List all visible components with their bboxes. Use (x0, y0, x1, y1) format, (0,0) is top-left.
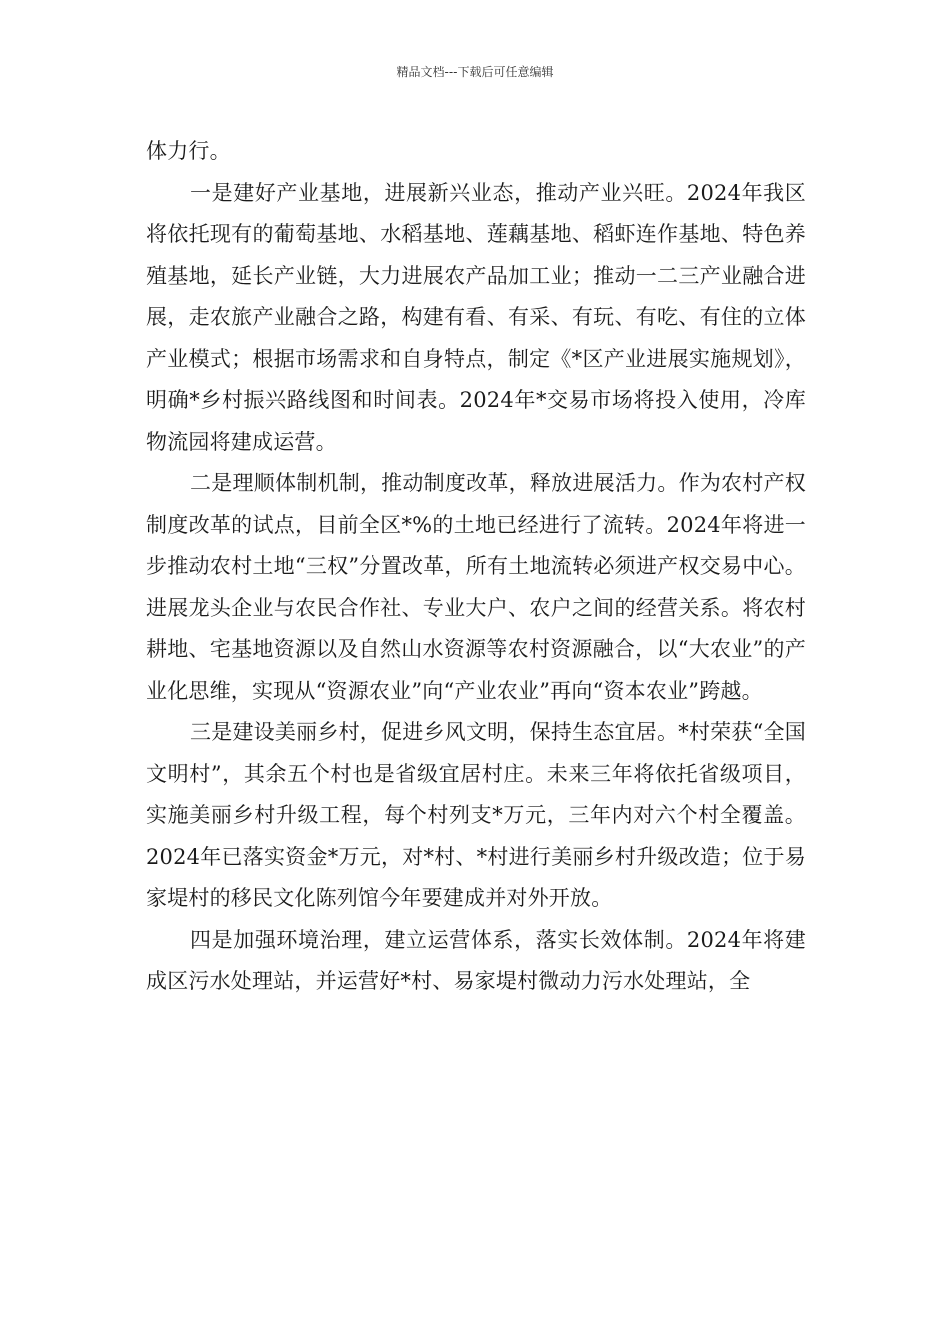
page-header: 精品文档---下载后可任意编辑 (396, 65, 554, 79)
paragraph-industry-base: 一是建好产业基地，进展新兴业态，推动产业兴旺。2024年我区将依托现有的葡萄基地、水稻基地、莲藕基地、稻虾连作基地、特色养殖基地，延长产业链，大力进展农产品加工业；推动一二三产业融合进展，走农旅产业融合之路，构建有看、有采、有玩、有吃、有住的立体产业模式；根据市场需求和自身特点，制定《*区产业进展实施规划》，明确*乡村振兴路线图和时间表。2024年*交易市场将投入使用，冷库物流园将建成运营。 (146, 180, 806, 454)
paragraph-continuation: 体力行。 (146, 139, 231, 163)
paragraph-beautiful-village: 三是建设美丽乡村，促进乡风文明，保持生态宜居。*村荣获“全国文明村”，其余五个村也是省级宜居村庄。未来三年将依托省级项目，实施美丽乡村升级工程，每个村列支*万元，三年内对六个村全覆盖。2024年已落实资金*万元，对*村、*村进行美丽乡村升级改造；位于易家堤村的移民文化陈列馆今年要建成并对外开放。 (146, 720, 806, 910)
paragraph-environment: 四是加强环境治理，建立运营体系，落实长效体制。2024年将建成区污水处理站，并运营好*村、易家堤村微动力污水处理站，全 (146, 927, 806, 993)
paragraph-system-reform: 二是理顺体制机制，推动制度改革，释放进展活力。作为农村产权制度改革的试点，目前全区*%的土地已经进行了流转。2024年将进一步推动农村土地“三权”分置改革，所有土地流转必须进产权交易中心。进展龙头企业与农民合作社、专业大户、农户之间的经营关系。将农村耕地、宅基地资源以及自然山水资源等农村资源融合，以“大农业”的产业化思维，实现从“资源农业”向“产业农业”再向“资本农业”跨越。 (146, 471, 806, 703)
document-body (146, 131, 806, 1003)
